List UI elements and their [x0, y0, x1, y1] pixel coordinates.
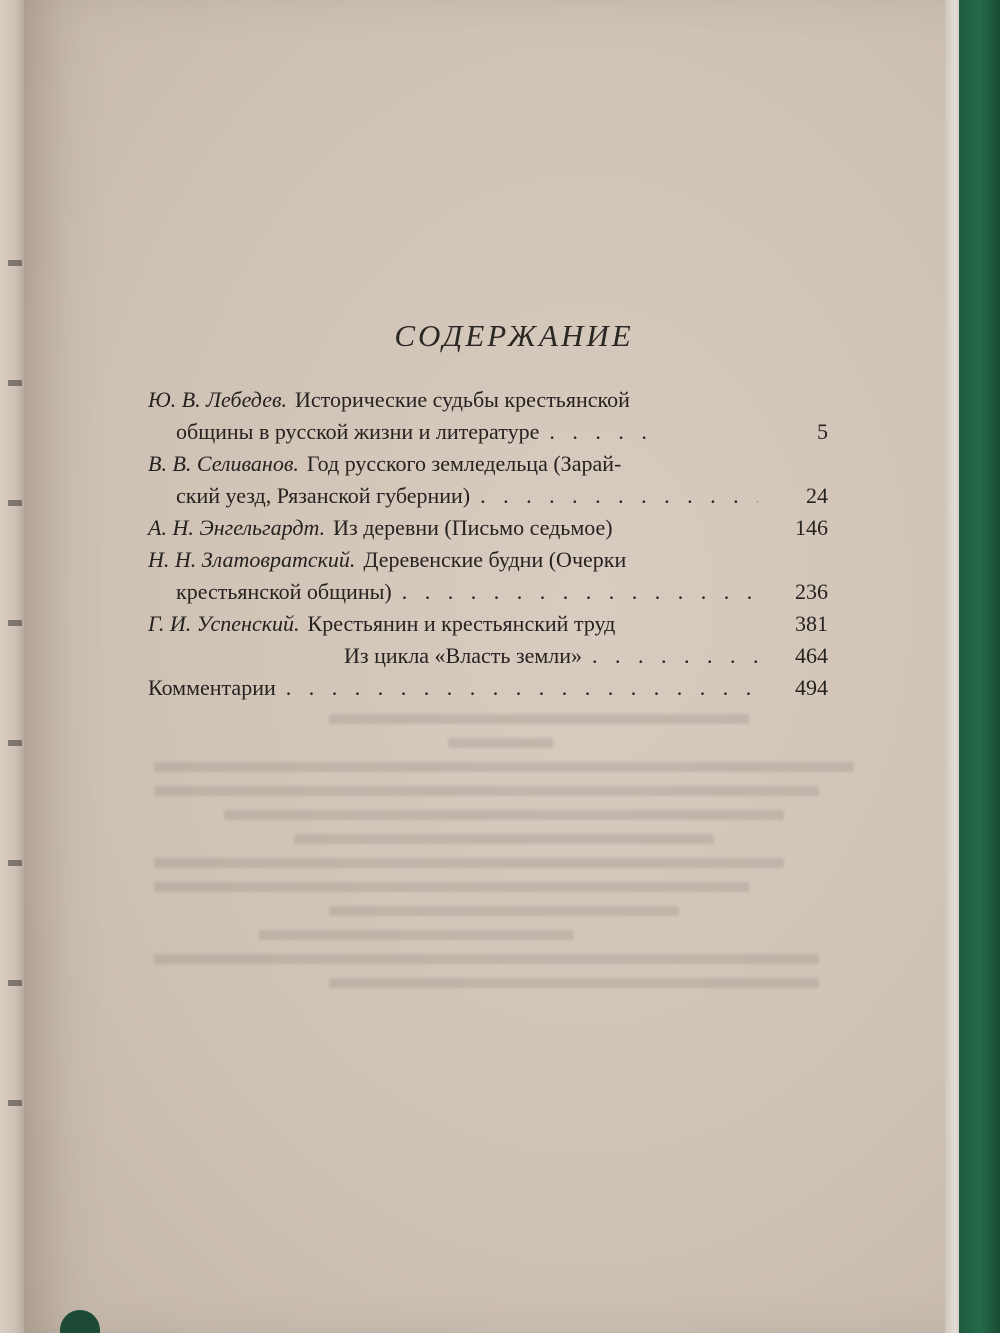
toc-entry: [148, 384, 828, 448]
toc-entry: [148, 608, 828, 672]
page-number: 494: [795, 675, 828, 700]
entry-title-cont: общины в русской жизни и литературе: [176, 419, 540, 444]
entry-author: В. В. Селиванов.: [148, 451, 299, 476]
toc-entry: [148, 448, 828, 512]
entry-title: Комментарии: [148, 675, 276, 700]
page-number: 464: [795, 643, 828, 668]
entry-title: Исторические судьбы крестьянской: [295, 387, 630, 412]
toc-entry: [148, 512, 828, 544]
page-number: 24: [806, 483, 828, 508]
entry-title: Из деревни (Письмо седьмое): [333, 515, 613, 540]
entry-author: Н. Н. Златовратский.: [148, 547, 356, 572]
page-number: 236: [795, 579, 828, 604]
entry-subtitle: Из цикла «Власть земли»: [344, 643, 583, 668]
entry-title-cont: крестьянской общины): [176, 579, 392, 604]
dot-leader: [402, 576, 758, 608]
page-number: 146: [795, 515, 828, 540]
entry-author: А. Н. Энгельгардт.: [148, 515, 326, 540]
page-edge: [945, 0, 959, 1333]
page-number: 381: [795, 611, 828, 636]
toc-entry: [148, 544, 828, 608]
entry-title: Год русского земледельца (Зарай-: [306, 451, 622, 476]
toc-title: СОДЕРЖАНИЕ: [394, 318, 634, 353]
green-book-cover: [959, 0, 1000, 1333]
dot-leader: [480, 480, 758, 512]
entry-author: Г. И. Успенский.: [148, 611, 300, 636]
entry-author: Ю. В. Лебедев.: [148, 387, 288, 412]
entry-title: Деревенские будни (Очерки: [363, 547, 627, 572]
adjacent-page-edge: [0, 0, 24, 1333]
entry-title-cont: ский уезд, Рязанской губернии): [176, 483, 471, 508]
page-number: 5: [817, 419, 828, 444]
toc-entry: [148, 672, 828, 704]
entry-title: Крестьянин и крестьянский труд: [307, 611, 616, 636]
table-of-contents: [148, 384, 828, 704]
dot-leader: [286, 672, 758, 704]
dot-leader: [592, 640, 758, 672]
dot-leader: [549, 416, 659, 448]
bleed-through-text: [154, 700, 854, 1060]
